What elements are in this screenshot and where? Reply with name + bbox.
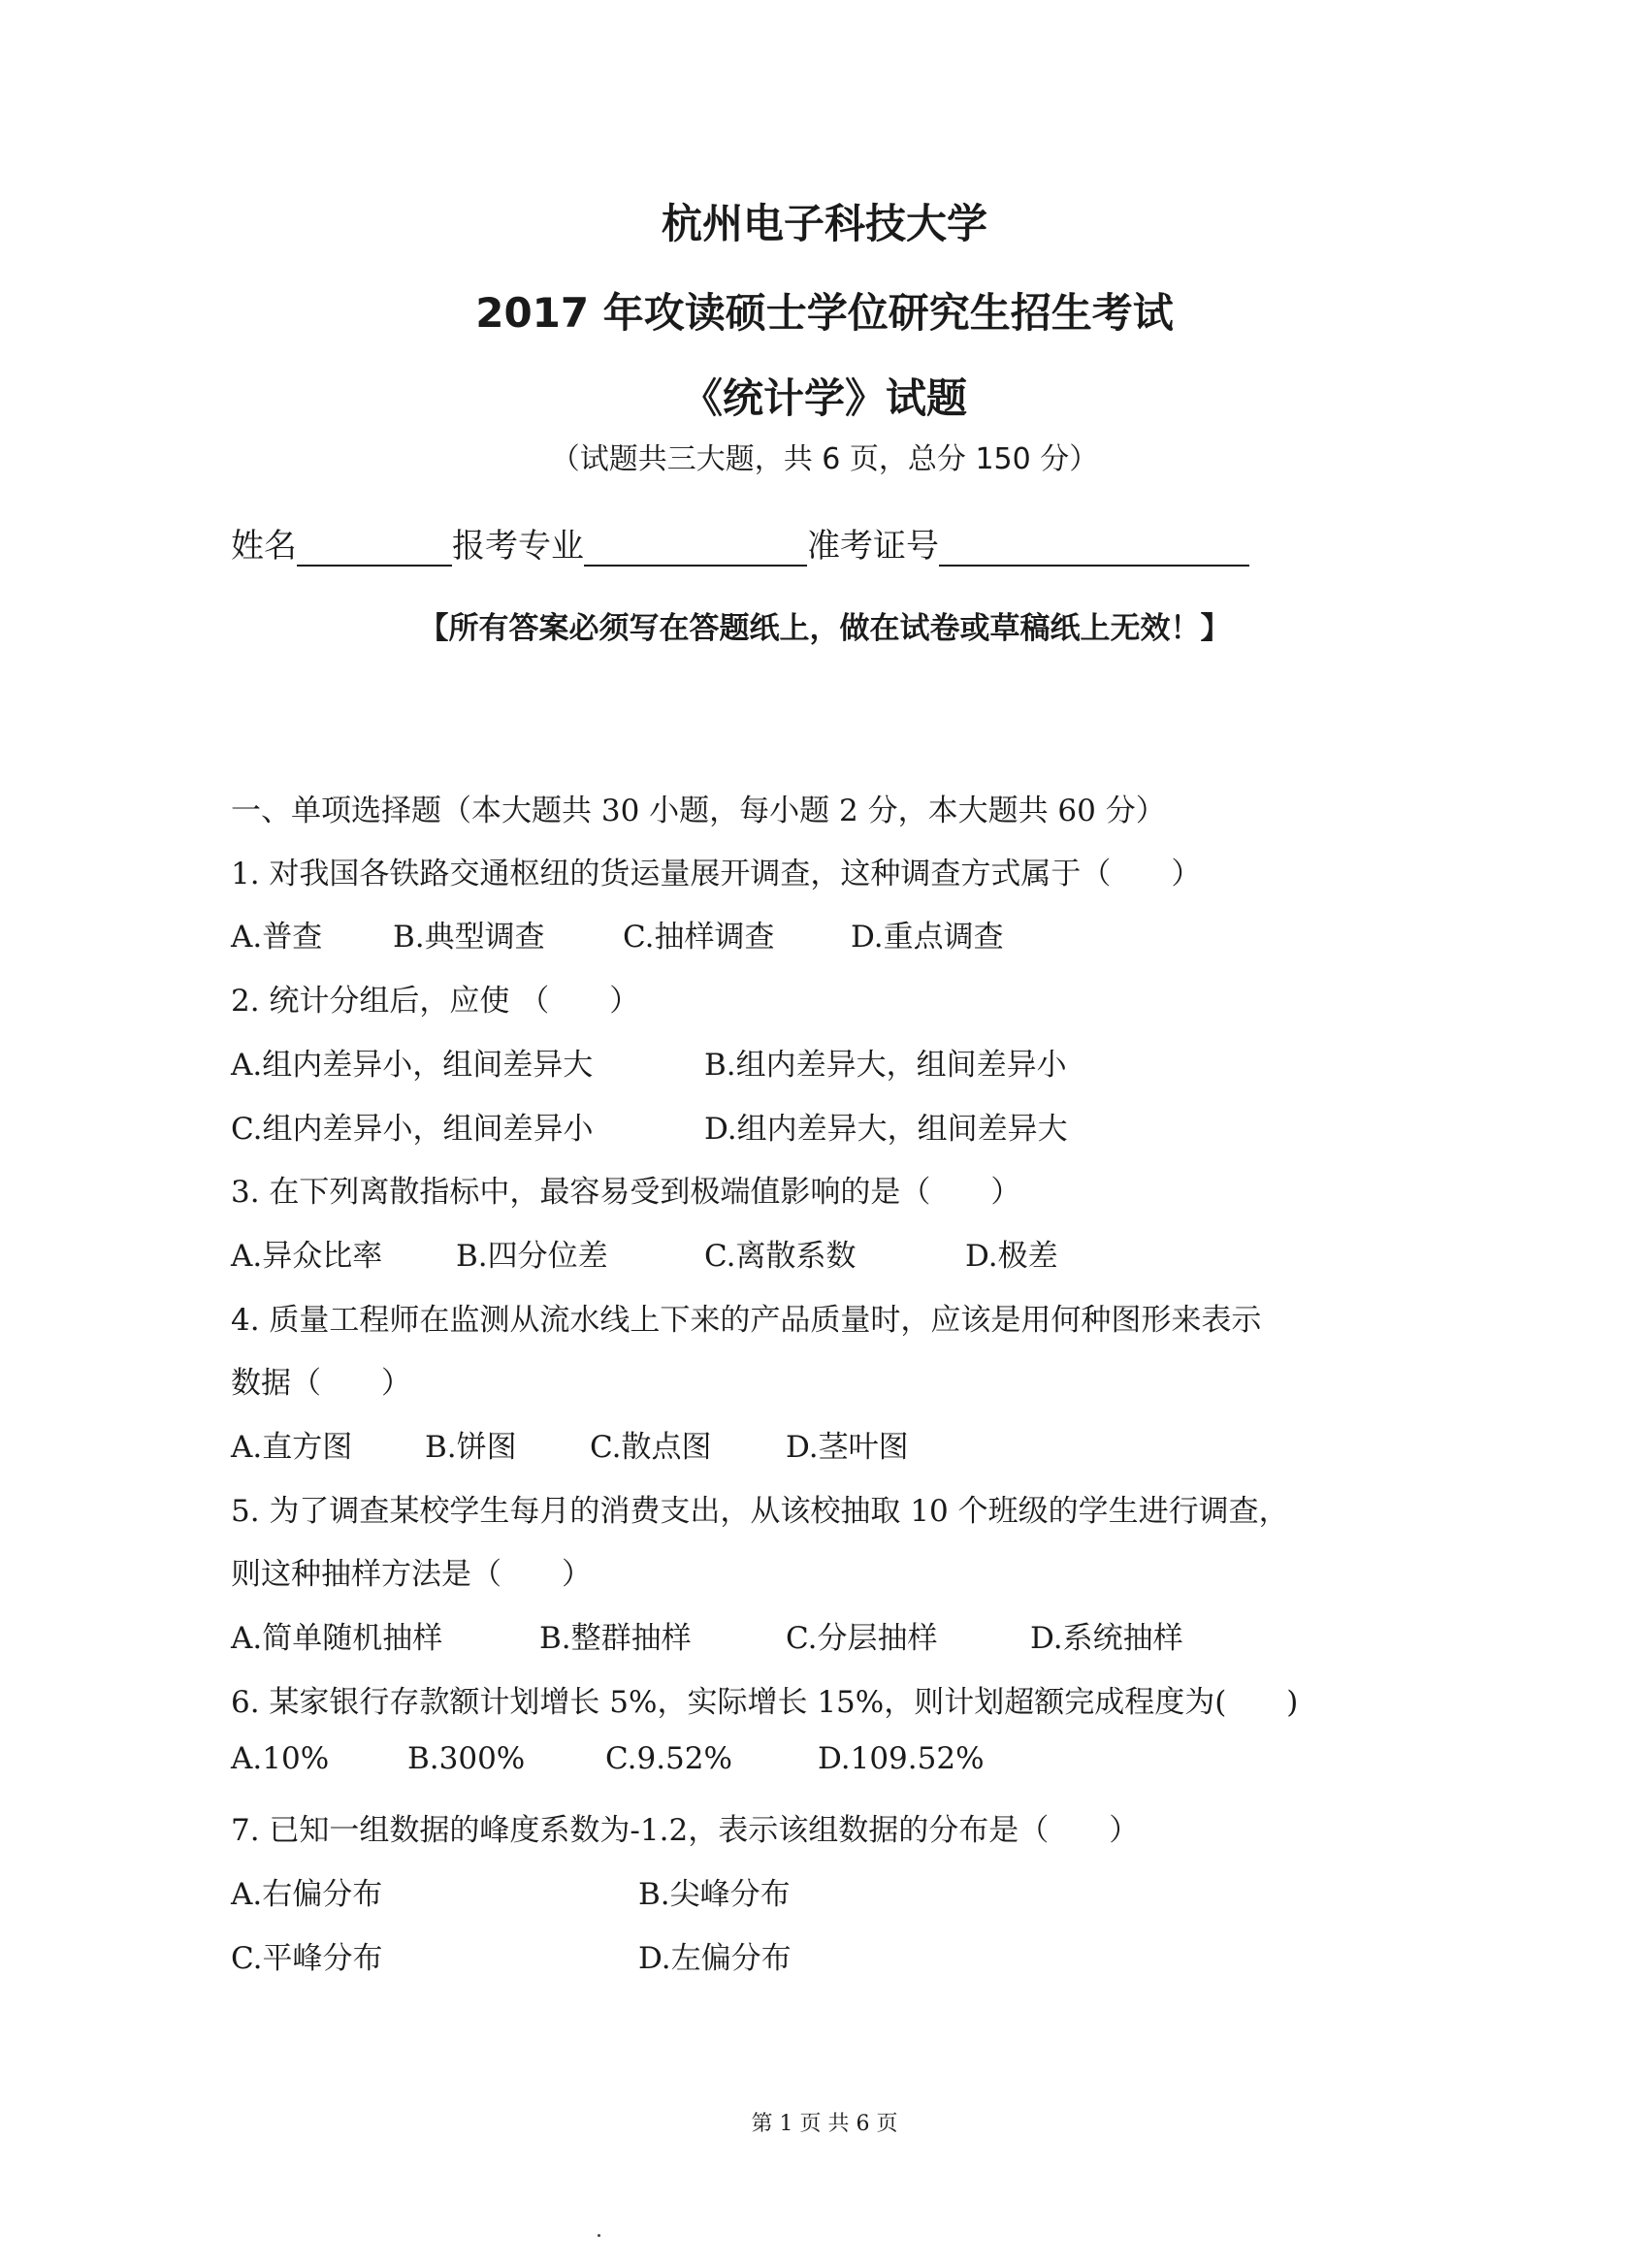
q5-option-c: C.分层抽样 [786,1621,938,1656]
question-4-stem-cont: 数据（ ） [231,1366,411,1401]
section-heading: 一、单项选择题（本大题共 30 小题，每小题 2 分，本大题共 60 分） [231,794,1166,828]
question-4-stem: 4. 质量工程师在监测从流水线上下来的产品质量时，应该是用何种图形来表示 [231,1303,1262,1338]
candidate-info-line [231,519,1249,567]
q3-option-a: A.异众比率 [231,1239,383,1274]
q3-option-b: B.四分位差 [456,1239,608,1274]
q3-option-d: D.极差 [965,1239,1058,1274]
major-blank [584,532,807,567]
question-6-stem: 6. 某家银行存款额计划增长 5%，实际增长 15%，则计划超额完成程度为( ) [231,1685,1299,1720]
q4-option-a: A.直方图 [231,1430,353,1465]
name-blank [297,532,452,567]
q4-option-b: B.饼图 [425,1430,517,1465]
answer-notice: 【所有答案必须写在答题纸上，做在试卷或草稿纸上无效！】 [418,611,1231,646]
question-5-stem-cont: 则这种抽样方法是（ ） [231,1557,592,1592]
q6-option-d: D.109.52% [818,1741,985,1776]
q2-option-c: C.组内差异小，组间差异小 [231,1112,594,1147]
q1-option-a: A.普查 [231,920,323,955]
q7-option-d: D.左偏分布 [638,1941,792,1976]
question-1-stem: 1. 对我国各铁路交通枢纽的货运量展开调查，这种调查方式属于（ ） [231,857,1202,891]
id-label: 准考证号 [807,527,939,566]
q4-option-c: C.散点图 [590,1430,712,1465]
q5-option-d: D.系统抽样 [1030,1621,1183,1656]
q3-option-c: C.离散系数 [704,1239,857,1274]
subject-title: 《统计学》试题 [681,374,967,422]
q7-option-b: B.尖峰分布 [638,1877,791,1912]
q5-option-b: B.整群抽样 [539,1621,692,1656]
q7-option-a: A.右偏分布 [231,1877,383,1912]
q6-option-a: A.10% [231,1741,330,1776]
q1-option-b: B.典型调查 [393,920,545,955]
name-label: 姓名 [231,527,297,566]
question-3-stem: 3. 在下列离散指标中，最容易受到极端值影响的是（ ） [231,1175,1021,1210]
q1-option-d: D.重点调查 [851,920,1004,955]
q5-option-a: A.简单随机抽样 [231,1621,443,1656]
major-label: 报考专业 [452,527,584,566]
exam-title: 2017 年攻读硕士学位研究生招生考试 [475,289,1174,337]
q7-option-c: C.平峰分布 [231,1941,383,1976]
q2-option-a: A.组内差异小，组间差异大 [231,1048,594,1083]
q4-option-d: D.茎叶图 [786,1430,909,1465]
q6-option-c: C.9.52% [605,1741,732,1776]
university-name: 杭州电子科技大学 [661,200,987,247]
q2-option-d: D.组内差异大，组间差异大 [704,1112,1068,1147]
question-7-stem: 7. 已知一组数据的峰度系数为-1.2，表示该组数据的分布是（ ） [231,1813,1140,1848]
q6-option-b: B.300% [407,1741,526,1776]
id-blank [939,532,1249,567]
page-footer: 第 1 页 共 6 页 [751,2112,898,2136]
exam-summary: （试题共三大题，共 6 页，总分 150 分） [550,442,1099,476]
q1-option-c: C.抽样调查 [623,920,775,955]
question-2-stem: 2. 统计分组后，应使 （ ） [231,984,640,1019]
scan-speck [598,2234,600,2237]
q2-option-b: B.组内差异大，组间差异小 [704,1048,1067,1083]
question-5-stem: 5. 为了调查某校学生每月的消费支出，从该校抽取 10 个班级的学生进行调查， [231,1494,1289,1529]
